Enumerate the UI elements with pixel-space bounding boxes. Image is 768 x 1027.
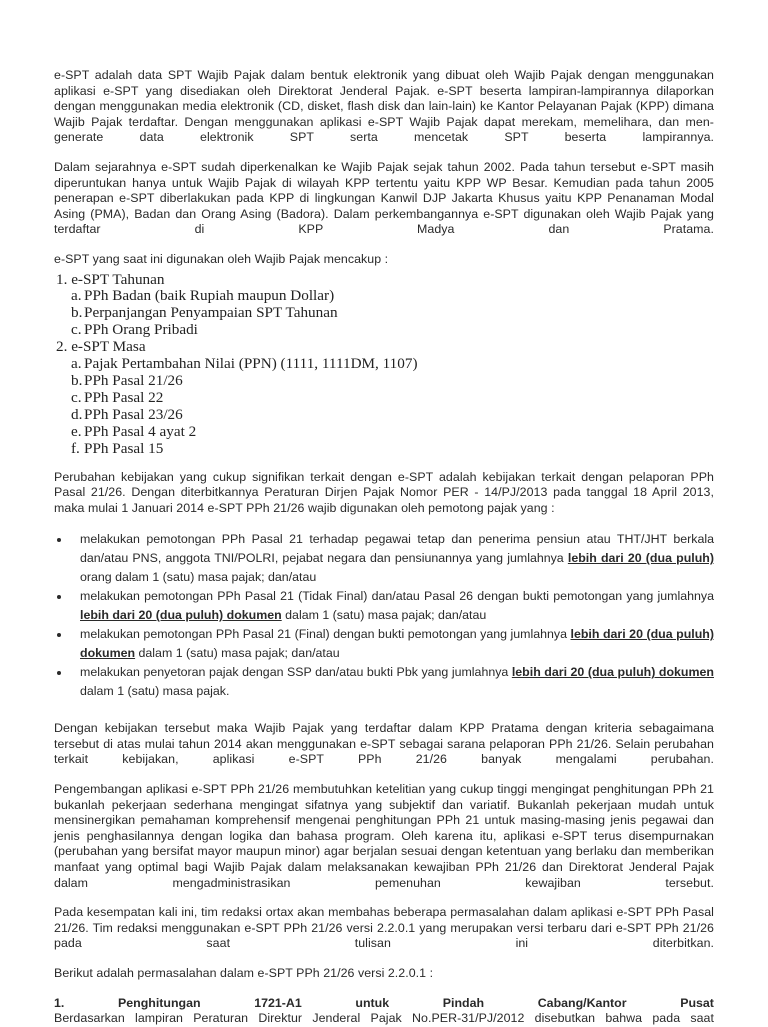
list-item: a. PPh Badan (baik Rupiah maupun Dollar) — [71, 287, 335, 305]
criteria-bullet-list — [54, 530, 714, 701]
list-item: a. Pajak Pertambahan Nilai (PPN) (1111, 1111DM, 1107) — [71, 355, 418, 373]
bullet-item: melakukan penyetoran pajak dengan SSP dan/atau bukti Pbk yang jumlahnya lebih dari 20 (dua puluh) dokumen dalam 1 (satu) masa pajak. — [54, 663, 714, 701]
bullet-item: melakukan pemotongan PPh Pasal 21 (Final) dengan bukti pemotongan yang jumlahnya lebih dari 20 (dua puluh) dokumen dalam 1 (satu) masa pajak; dan/atau — [54, 625, 714, 663]
paragraph-policy-effect: Dengan kebijakan tersebut maka Wajib Pajak yang terdaftar dalam KPP Pratama dengan kriteria sebagaimana tersebut di atas mulai tahun 2014 akan menggunakan e-SPT sebagai sarana pelaporan PPh 21/26. Selain perubahan terkait kebijakan, aplikasi e-SPT PPh 21/26 banyak mengalami perubahan. — [54, 721, 714, 767]
list-item: b. Perpanjangan Penyampaian SPT Tahunan — [71, 304, 338, 322]
section-heading-1 — [54, 996, 714, 1012]
paragraph-development: Pengembangan aplikasi e-SPT PPh 21/26 membutuhkan ketelitian yang cukup tinggi mengingat penghitungan PPh 21 bukanlah pekerjaan sederhana mengingat sifatnya yang subjektif dan variatif. Bukanlah pekerjaan mudah untuk mensinergikan pemahaman komprehensif mengenai penghitungan PPh 21 untuk masing-masing jenis pegawai dan jenis penghasilannya dengan logika dan bahasa program. Oleh karena itu, aplikasi e-SPT terus disempurnakan (perubahan yang bersifat mayor maupun minor) agar berjalan sesuai dengan ketentuan yang berlaku dan memberikan manfaat yang optimal bagi Wajib Pajak dalam melaksanakan kewajiban PPh 21/26 dan Direktorat Jenderal Pajak dalam mengadministrasikan pemenuhan kewajiban tersebut. — [54, 782, 714, 890]
heading-word: Pusat — [680, 995, 714, 1010]
paragraph-occasion: Pada kesempatan kali ini, tim redaksi ortax akan membahas beberapa permasalahan dalam aplikasi e-SPT PPh Pasal 21/26. Tim redaksi menggunakan e-SPT PPh 21/26 versi 2.2.0.1 yang merupakan versi terbaru dari e-SPT PPh 21/26 pada saat tulisan ini diterbitkan. — [54, 905, 714, 951]
bullet-item: melakukan pemotongan PPh Pasal 21 (Tidak Final) dan/atau Pasal 26 dengan bukti pemotongan yang jumlahnya lebih dari 20 (dua puluh) dokumen dalam 1 (satu) masa pajak; dan/atau — [54, 587, 714, 625]
list-item: e. PPh Pasal 4 ayat 2 — [71, 422, 197, 440]
list-item: c. PPh Pasal 22 — [71, 388, 164, 406]
bullet-dot-icon — [57, 595, 61, 599]
list-item: f. PPh Pasal 15 — [71, 439, 164, 457]
list-item: b. PPh Pasal 21/26 — [71, 371, 183, 389]
list-group-tahunan: 1. e-SPT Tahunan — [56, 270, 165, 288]
paragraph-policy-change: Perubahan kebijakan yang cukup signifikan terkait dengan e-SPT adalah kebijakan terkait dengan pelaporan PPh Pasal 21/26. Dengan diterbitkannya Peraturan Dirjen Pajak Nomor PER - 14/PJ/2013 pada tanggal 18 April 2013, maka mulai 1 Januari 2014 e-SPT PPh 21/26 wajib digunakan oleh pemotong pajak yang : — [54, 469, 714, 515]
bullet-dot-icon — [57, 633, 61, 637]
paragraph-scope-lead: e-SPT yang saat ini digunakan oleh Wajib Pajak mencakup : — [54, 251, 389, 266]
list-group-masa: 2. e-SPT Masa — [56, 338, 146, 356]
heading-word: untuk — [355, 995, 390, 1010]
paragraph-problems-lead: Berikut adalah permasalahan dalam e-SPT PPh 21/26 versi 2.2.0.1 : — [54, 966, 434, 980]
paragraph-intro: e-SPT adalah data SPT Wajib Pajak dalam bentuk elektronik yang dibuat oleh Wajib Pajak dengan menggunakan aplikasi e-SPT yang disediakan oleh Direktorat Jenderal Pajak. e-SPT beserta lampiran-lampirannya dilaporkan dengan menggunakan media elektronik (CD, disket, flash disk dan lain-lain) ke Kantor Pelayanan Pajak (KPP) dimana Wajib Pajak terdaftar. Dengan menggunakan aplikasi e-SPT Wajib Pajak dapat merekam, memelihara, dan men-generate data elektronik SPT serta mencetak SPT beserta lampirannya. — [54, 68, 714, 145]
bullet-dot-icon — [57, 671, 61, 675]
bullet-dot-icon — [57, 538, 61, 542]
paragraph-history: Dalam sejarahnya e-SPT sudah diperkenalkan ke Wajib Pajak sejak tahun 2002. Pada tahun tersebut e-SPT masih diperuntukan hanya untuk Wajib Pajak di wilayah KPP tertentu yaitu KPP WP Besar. Kemudian pada tahun 2005 penerapan e-SPT diberlakukan pada KPP di lingkungan Kanwil DJP Jakarta Khusus yaitu KPP Penanaman Modal Asing (PMA), Badan dan Orang Asing (Badora). Dalam perkembangannya e-SPT digunakan oleh Wajib Pajak yang terdaftar di KPP Madya dan Pratama. — [54, 159, 714, 237]
list-item: d. PPh Pasal 23/26 — [71, 405, 183, 423]
bullet-item: melakukan pemotongan PPh Pasal 21 terhadap pegawai tetap dan penerima pensiun atau THT/JHT berkala dan/atau PNS, anggota TNI/POLRI, pejabat negara dan pensiunannya yang jumlahnya lebih dari 20 (dua puluh) orang dalam 1 (satu) masa pajak; dan/atau — [54, 530, 714, 587]
heading-word: 1721-A1 — [254, 995, 302, 1010]
list-item: c. PPh Orang Pribadi — [71, 321, 198, 339]
paragraph-section-1-start: Berdasarkan lampiran Peraturan Direktur Jenderal Pajak No.PER-31/PJ/2012 disebutkan bahwa pada saat — [54, 1011, 714, 1026]
heading-word: Pindah — [442, 995, 485, 1010]
heading-word: Penghitungan — [117, 995, 201, 1010]
heading-number: 1. — [54, 995, 65, 1010]
spt-type-list — [54, 272, 714, 458]
heading-word: Cabang/Kantor — [537, 995, 627, 1010]
